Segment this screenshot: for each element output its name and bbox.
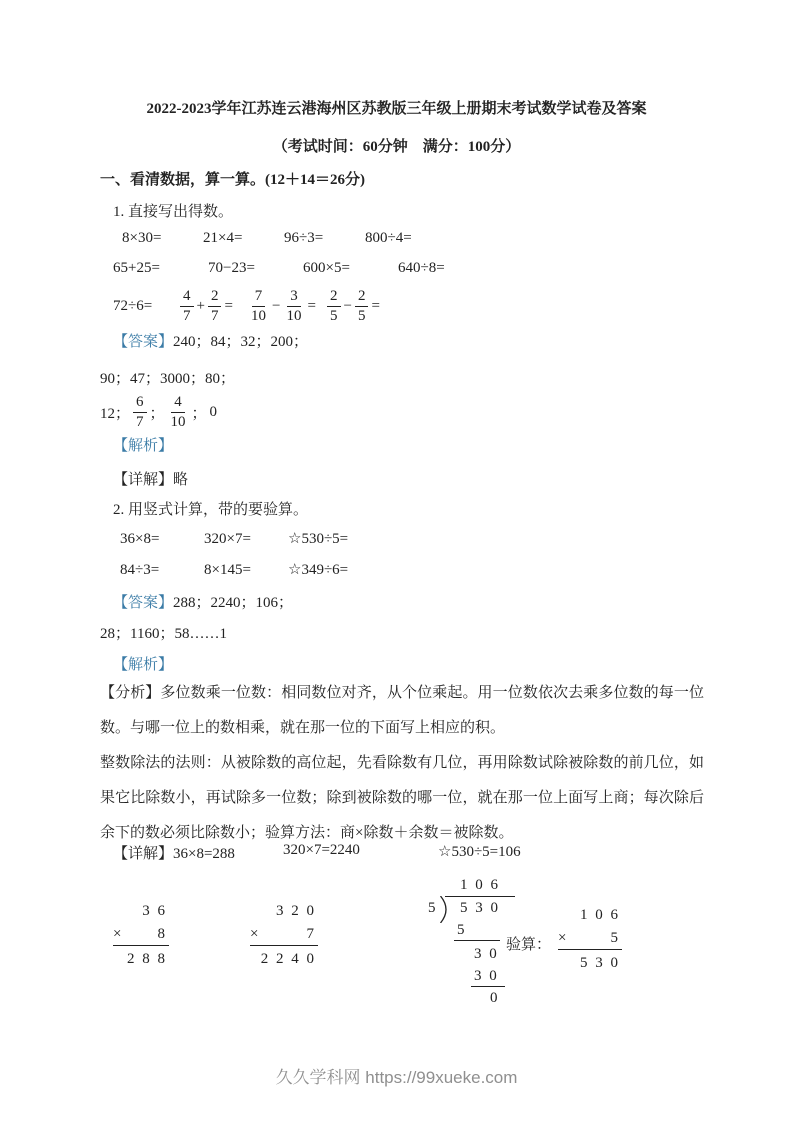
q1-row1 [122,230,412,247]
equals-sign: = [371,297,380,314]
multiplicand: 1 0 6 [580,907,620,923]
equation: 800÷4= [365,230,412,246]
division-rule [471,986,505,987]
fraction: $\frac{4}{7}$ [180,287,194,326]
operator: − [343,297,352,314]
division-step: 3 0 [474,968,499,984]
division-vinculum [445,896,515,897]
detail-label: 【详解】 [113,472,174,488]
q1-label: 1. 直接写出得数。 [113,204,234,220]
check-label: 验算： [506,937,552,953]
answer-suffix: 0 [209,403,218,420]
detail-text: 略 [173,472,189,488]
operator: − [272,297,281,314]
equation-result: 36×8=288 [173,846,235,862]
equation: 21×4= [203,230,243,246]
fraction: $\frac{2}{5}$ [355,287,369,326]
division-step: 5 [457,922,467,938]
separator: ； [149,405,165,422]
product: 2 2 4 0 [260,951,316,967]
division-bracket-icon [439,896,452,923]
division-remainder: 0 [490,990,500,1006]
q2-answer-line1 [113,591,293,612]
footer-watermark: 久久学科网 https://99xueke.com [275,1068,518,1087]
quotient: 1 0 6 [460,877,500,893]
multiplier: 7 [306,926,316,942]
equation: ☆349÷6= [288,562,349,578]
q2-detail-eq3: ☆530÷5=106 [438,844,521,860]
answer-prefix: 12； [100,405,131,422]
q1-answer-line1 [113,330,308,351]
equation: 36×8= [120,531,160,547]
fraction: $\frac{2}{7}$ [208,287,222,326]
q2-analysis-label: 【解析】 [113,657,174,673]
division-rule [454,940,500,941]
answer-label: 【答案】 [113,334,174,350]
vertical-mult-320x7 [250,901,318,970]
fraction: $\frac{7}{10}$ [251,287,266,324]
vertical-check-mult-106x5 [558,905,622,974]
multiplicand: 3 2 0 [276,903,316,919]
fraction: $\frac{6}{7}$ [133,393,147,432]
q2-label: 2. 用竖式计算，带的要验算。 [113,502,309,518]
multiply-sign: × [250,926,261,942]
operator: + [196,297,205,314]
q1-answer-line3 [100,390,217,434]
section-1-heading: 一、看清数据，算一算。(12＋14＝26分) [100,172,365,188]
page-title: 2022-2023学年江苏连云港海州区苏教版三年级上册期末考试数学试卷及答案 [146,101,647,117]
page-subtitle: （考试时间：60分钟 满分：100分） [272,139,521,155]
answer-values: 240；84；32；200； [173,334,309,350]
equals-sign: = [307,297,316,314]
q1-row2 [113,260,445,277]
equation: 84÷3= [120,562,160,578]
answer-label: 【答案】 [113,595,174,611]
equation: 65+25= [113,260,160,276]
vertical-mult-36x8 [113,901,169,970]
fraction-equation [327,283,380,329]
answer-values: 288；2240；106； [173,595,294,611]
equation: 70−23= [208,260,255,276]
equation: 72÷6= [113,298,153,314]
fraction: $\frac{2}{5}$ [327,287,341,326]
detail-label: 【详解】 [113,846,174,862]
multiply-sign: × [558,930,569,946]
q2-row2 [120,560,348,579]
equals-sign: = [224,297,233,314]
q2-detail-eq2: 320×7=2240 [283,842,360,858]
q2-row1 [120,529,348,548]
equation: ☆530÷5= [288,531,349,547]
q1-analysis-label: 【解析】 [113,438,174,454]
equation: 8×145= [204,562,251,578]
q1-detail-line [113,468,188,489]
q2-analysis-paragraph-1: 【分析】多位数乘一位数：相同数位对齐，从个位乘起。用一位数依次去乘多位数的每一位数。与哪一位上的数相乘，就在那一位的下面写上相应的积。 [100,685,704,736]
product: 2 8 8 [127,951,167,967]
fraction: $\frac{4}{10}$ [170,393,186,430]
division-step: 3 0 [474,946,499,962]
fraction: $\frac{3}{10}$ [286,287,302,324]
fraction-equation [180,283,233,329]
multiplicand: 3 6 [142,903,167,919]
equation: 600×5= [303,260,350,276]
multiplier: 8 [157,926,167,942]
product: 5 3 0 [580,955,620,971]
q2-answer-line2: 28；1160；58……1 [100,626,227,642]
answer-fraction-row [100,390,217,434]
q2-detail-eq1 [113,842,235,863]
equation: 96÷3= [284,230,324,246]
multiplier: 5 [610,930,620,946]
divisor: 5 [428,900,438,916]
separator: ； [191,405,207,422]
dividend: 5 3 0 [460,900,500,916]
equation: 320×7= [204,531,251,547]
q1-answer-line2: 90；47；3000；80； [100,371,236,387]
fraction-equation [248,283,316,329]
equation: 640÷8= [398,260,445,276]
q2-analysis-paragraph-2: 整数除法的法则：从被除数的高位起，先看除数有几位，再用除数试除被除数的前几位，如果它比除数小，再试除多一位数；除到被除数的哪一位，就在那一位上面写上商；每次除后余下的数必须比除数小；验算方法：商×除数＋余数＝被除数。 [100,755,704,841]
equation: 8×30= [122,230,162,246]
q1-row3 [0,283,793,329]
multiply-sign: × [113,926,124,942]
